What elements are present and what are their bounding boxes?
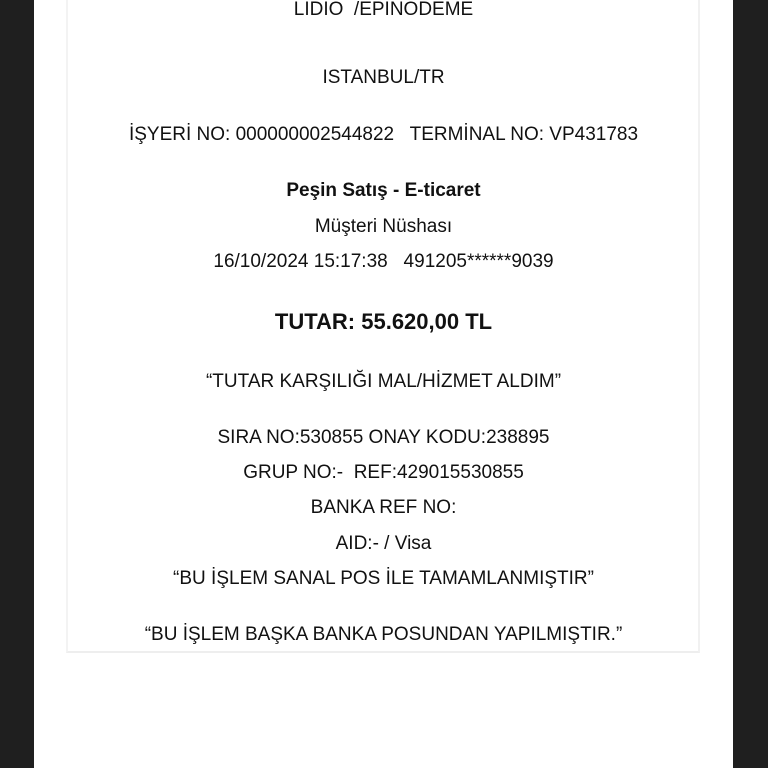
city: ISTANBUL/TR [322,67,445,88]
sequence-approval: SIRA NO:530855 ONAY KODU:238895 [217,427,550,448]
group-ref: GRUP NO:- REF:429015530855 [243,462,524,483]
other-bank-note: “BU İŞLEM BAŞKA BANKA POSUNDAN YAPILMIŞTIR.” [144,624,623,645]
virtual-pos-note: “BU İŞLEM SANAL POS İLE TAMAMLANMIŞTIR” [173,568,594,589]
bank-ref: BANKA REF NO: [310,497,457,518]
datetime-card-number: 16/10/2024 15:17:38 491205******9039 [213,251,554,272]
transaction-type: Peşin Satış - E-ticaret [286,180,481,201]
merchant-terminal-numbers: İŞYERİ NO: 000000002544822 TERMİNAL NO: VP431783 [128,124,639,145]
merchant-header: LIDIO /EPINODEME [293,0,474,20]
aid-card-brand: AID:- / Visa [335,533,432,554]
copy-type: Müşteri Nüshası [314,216,453,237]
amount: TUTAR: 55.620,00 TL [274,309,493,334]
acknowledgement: “TUTAR KARŞILIĞI MAL/HİZMET ALDIM” [205,371,562,392]
receipt-page [34,0,733,768]
